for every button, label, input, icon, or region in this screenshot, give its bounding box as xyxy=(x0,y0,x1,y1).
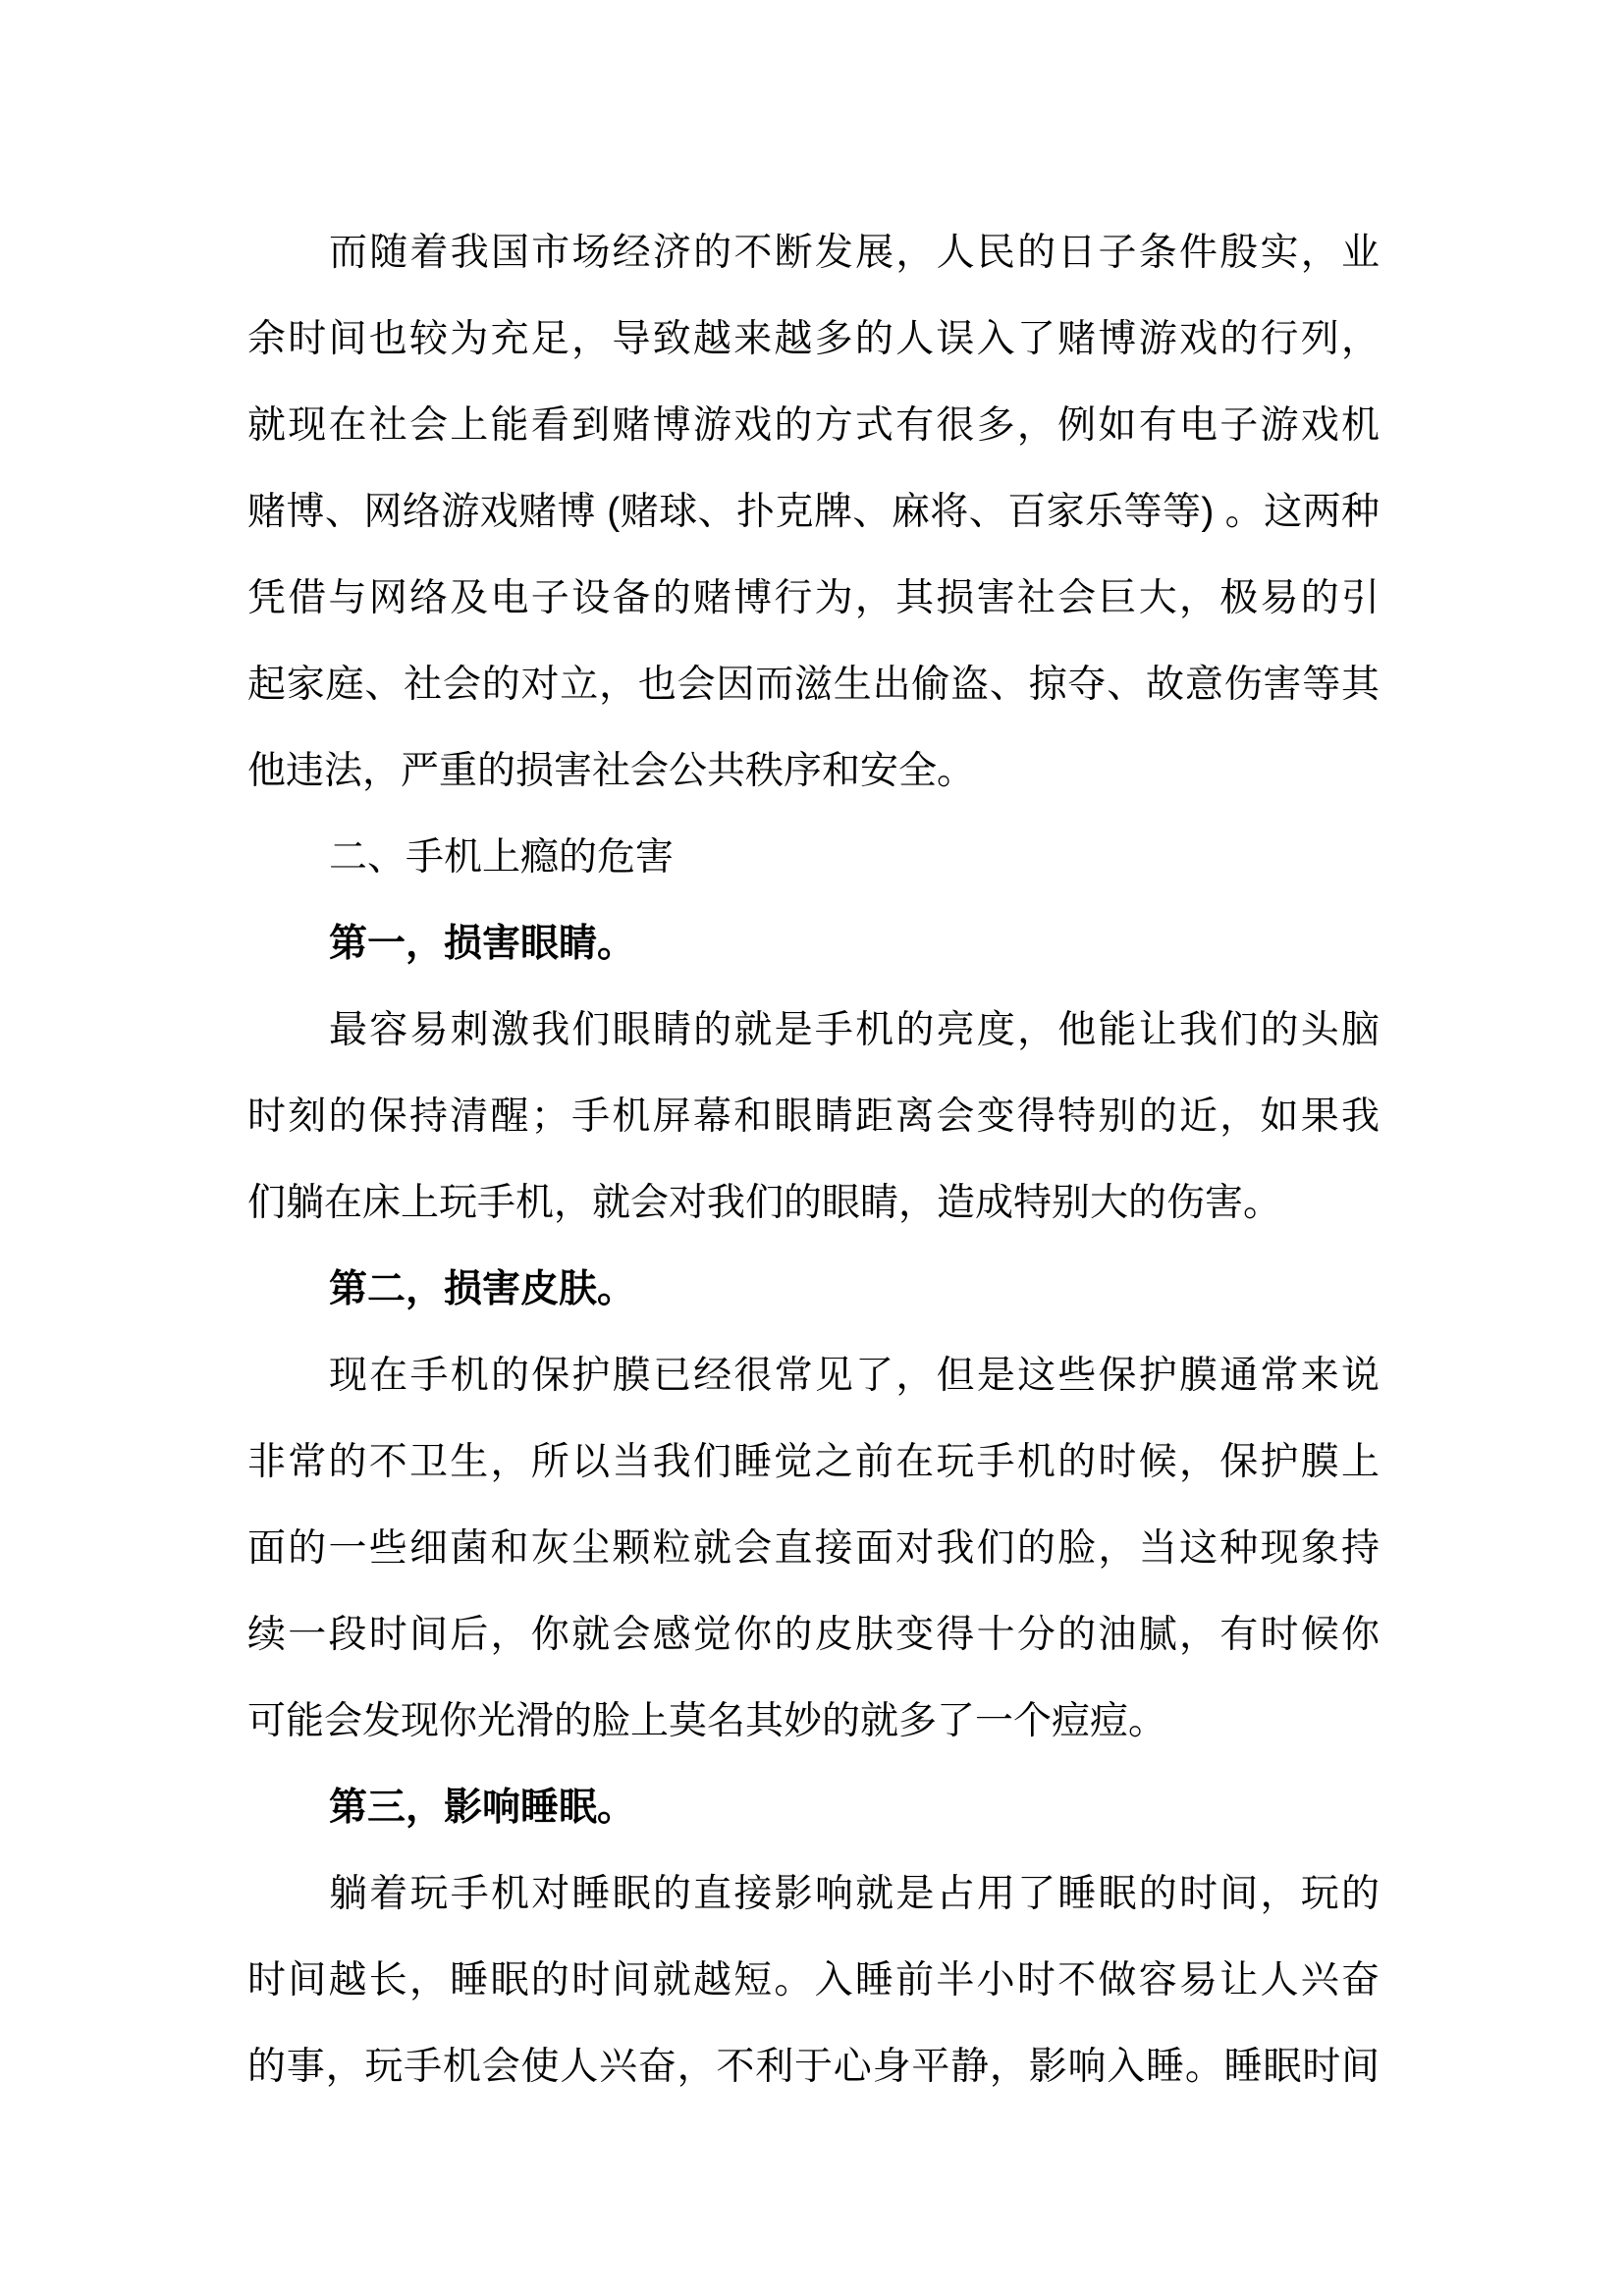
sub-heading-affect-sleep xyxy=(247,1765,1380,1851)
text-line: 最容易刺激我们眼睛的就是手机的亮度，他能让我们的头脑 xyxy=(329,1009,1380,1051)
text-line: 可能会发现你光滑的脸上莫名其妙的就多了一个痘痘。 xyxy=(247,1700,1167,1742)
sub-heading-text: 第三，影响睡眠。 xyxy=(329,1787,636,1829)
text-line: 面的一些细菌和灰尘颗粒就会直接面对我们的脸，当这种现象持 xyxy=(247,1527,1380,1570)
text-line: 时刻的保持清醒；手机屏幕和眼睛距离会变得特别的近，如果我 xyxy=(247,1095,1380,1138)
paragraph-harm-eyes xyxy=(247,988,1380,1247)
text-line: 时间越长，睡眠的时间就越短。入睡前半小时不做容易让人兴奋 xyxy=(247,1959,1380,2002)
text-line: 他违法，严重的损害社会公共秩序和安全。 xyxy=(247,750,976,792)
sub-heading-harm-skin xyxy=(247,1247,1380,1333)
text-line: 的事，玩手机会使人兴奋，不利于心身平静，影响入睡。睡眠时间 xyxy=(247,2046,1380,2088)
text-line: 们躺在床上玩手机，就会对我们的眼睛，造成特别大的伤害。 xyxy=(247,1182,1282,1224)
text-line: 而随着我国市场经济的不断发展，人民的日子条件殷实，业 xyxy=(329,232,1380,274)
section-heading-text: 二、手机上瘾的危害 xyxy=(329,836,675,879)
text-line: 就现在社会上能看到赌博游戏的方式有很多，例如有电子游戏机 xyxy=(247,404,1380,447)
text-line: 起家庭、社会的对立，也会因而滋生出偷盗、掠夺、故意伤害等其 xyxy=(247,664,1380,706)
document-body xyxy=(247,210,1380,2110)
text-line: 凭借与网络及电子设备的赌博行为，其损害社会巨大，极易的引 xyxy=(247,577,1380,619)
text-line: 续一段时间后，你就会感觉你的皮肤变得十分的油腻，有时候你 xyxy=(247,1614,1380,1656)
text-line: 余时间也较为充足，导致越来越多的人误入了赌博游戏的行列， xyxy=(247,318,1380,360)
sub-heading-harm-eyes xyxy=(247,901,1380,988)
text-line: 非常的不卫生，所以当我们睡觉之前在玩手机的时候，保护膜上 xyxy=(247,1441,1380,1483)
section-heading-phone-addiction xyxy=(247,815,1380,901)
text-line: 躺着玩手机对睡眠的直接影响就是占用了睡眠的时间，玩的 xyxy=(329,1873,1380,1915)
sub-heading-text: 第二，损害皮肤。 xyxy=(329,1268,636,1310)
sub-heading-text: 第一，损害眼睛。 xyxy=(329,923,636,965)
paragraph-gambling-harm xyxy=(247,210,1380,815)
text-line: 现在手机的保护膜已经很常见了，但是这些保护膜通常来说 xyxy=(329,1355,1380,1397)
paragraph-harm-skin xyxy=(247,1333,1380,1765)
text-line: 赌博、网络游戏赌博 (赌球、扑克牌、麻将、百家乐等等) 。这两种 xyxy=(247,491,1380,533)
paragraph-affect-sleep xyxy=(247,1851,1380,2110)
